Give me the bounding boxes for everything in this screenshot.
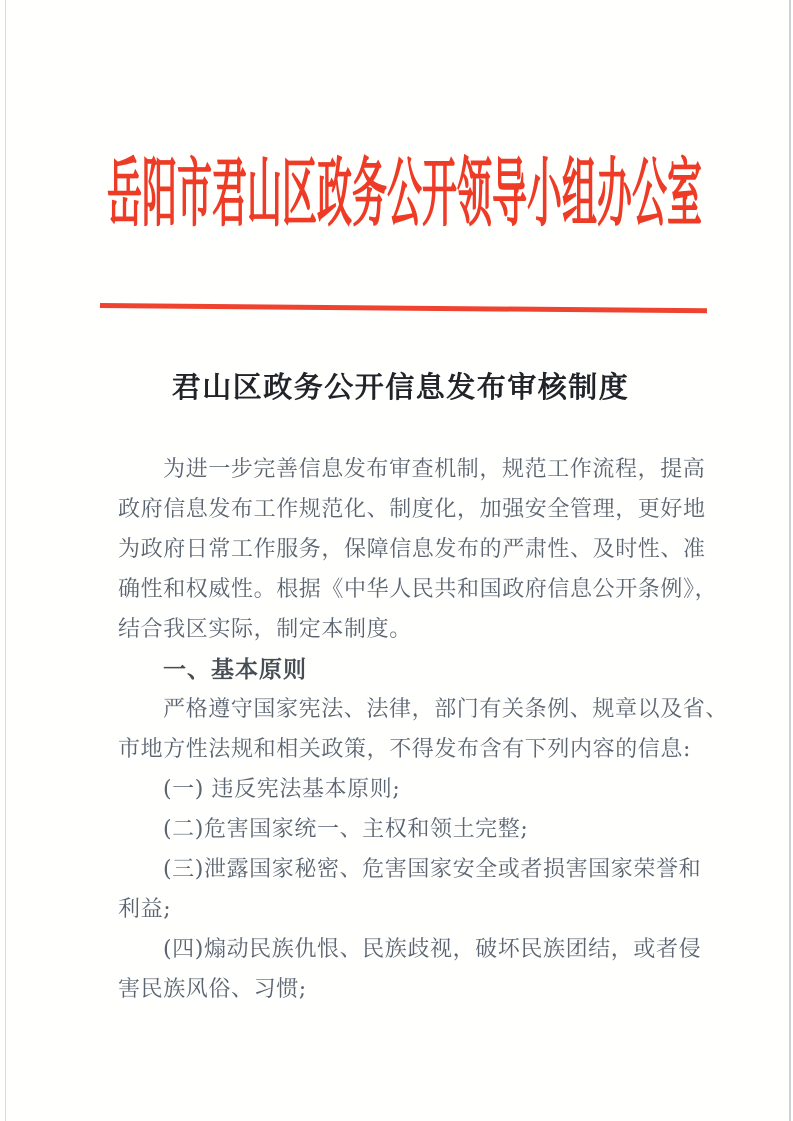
letterhead — [0, 144, 793, 239]
letterhead-divider-rule — [100, 303, 707, 313]
body-line: 严格遵守国家宪法、法律，部门有关条例、规章以及省、 — [163, 697, 729, 722]
body-line: 政府信息发布工作规范化、制度化，加强安全管理，更好地 — [118, 497, 706, 522]
body-line: 确性和权威性。根据《中华人民共和国政府信息公开条例》， — [118, 577, 718, 602]
body-line: 为政府日常工作服务，保障信息发布的严肃性、及时性、准 — [118, 537, 706, 562]
document-title: 君山区政务公开信息发布审核制度 — [171, 370, 630, 404]
body-line: 利益; — [118, 897, 172, 922]
body-line-item-2: (二)危害国家统一、主权和领土完整; — [163, 817, 529, 842]
body-line: 为进一步完善信息发布审查机制，规范工作流程，提高 — [163, 457, 706, 482]
body-line-item-3: (三)泄露国家秘密、危害国家安全或者损害国家荣誉和 — [163, 857, 702, 882]
body-line: 市地方性法规和相关政策，不得发布含有下列内容的信息: — [118, 737, 692, 762]
section-heading-basic-principles: 一、基本原则 — [163, 657, 307, 683]
body-line: 害民族风俗、习惯; — [118, 977, 307, 1002]
body-line-item-1: (一) 违反宪法基本原则; — [163, 777, 401, 802]
body-line-item-4: (四)煽动民族仇恨、民族歧视，破坏民族团结，或者侵 — [163, 937, 702, 962]
letterhead-title: 岳阳市君山区政务公开领导小组办公室 — [106, 150, 702, 239]
body-line: 结合我区实际，制定本制度。 — [118, 617, 412, 642]
document-body — [118, 450, 729, 1010]
